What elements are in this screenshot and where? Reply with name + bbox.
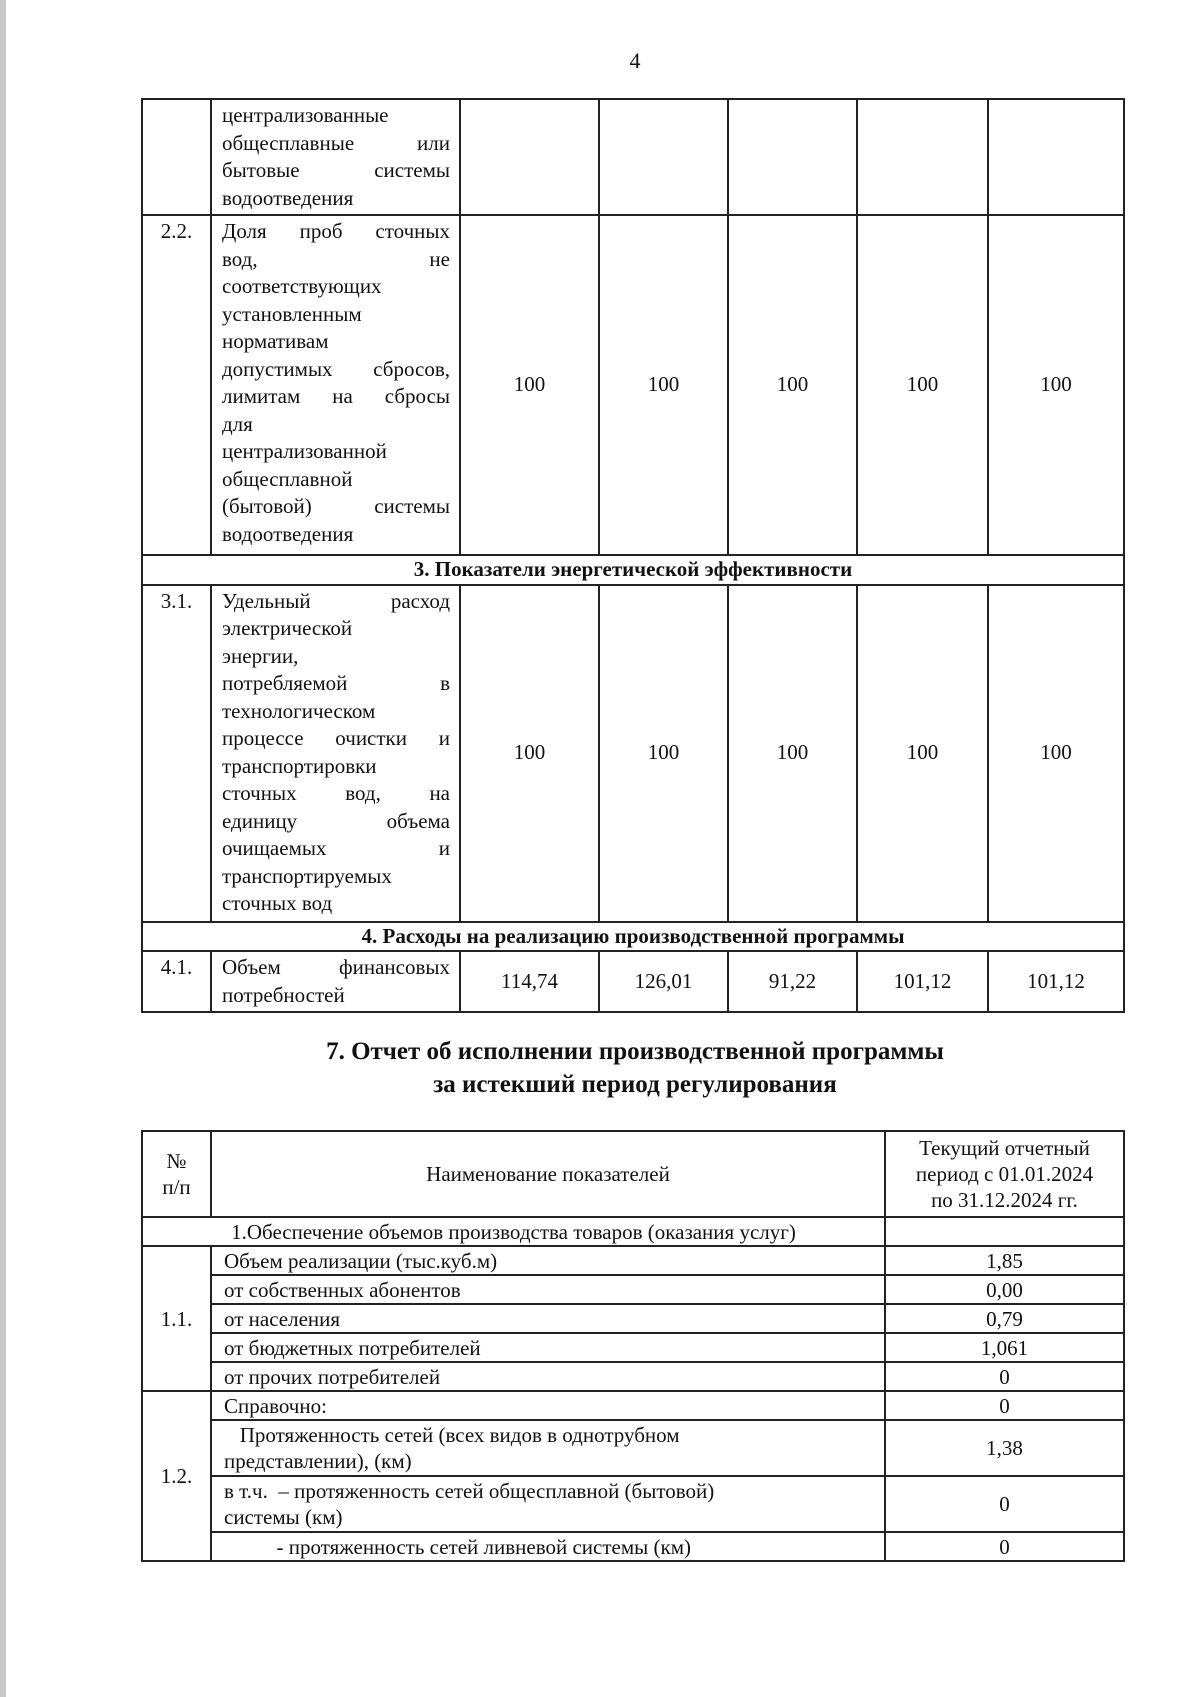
row-label: от собственных абонентов <box>211 1275 885 1304</box>
row-value: 0 <box>885 1476 1124 1532</box>
table-row <box>142 1532 1124 1561</box>
indicator-name <box>211 585 460 922</box>
indicator-name-line: бытовые системы <box>222 158 450 182</box>
row-value: 0 <box>885 1362 1124 1391</box>
value-cell: 101,12 <box>988 951 1124 1012</box>
row-number: 1.1. <box>142 1246 211 1391</box>
indicator-name-line: транспортировки <box>222 753 377 778</box>
indicator-name-line: централизованной <box>222 439 387 463</box>
value-cell: 126,01 <box>599 951 728 1012</box>
row-value: 0,00 <box>885 1275 1124 1304</box>
row-label: - протяженность сетей ливневой системы (км) <box>211 1532 885 1561</box>
section-title-line: за истекший период регулирования <box>433 1071 837 1098</box>
indicator-name <box>211 99 460 215</box>
row-number: 4.1. <box>142 951 211 1012</box>
value-cell: 101,12 <box>857 951 988 1012</box>
row-label: Протяженность сетей (всех видов в однотрубном представлении), (км) <box>211 1420 885 1476</box>
table-row <box>142 1275 1124 1304</box>
indicator-name-line: лимитам на сбросы <box>222 384 450 408</box>
table-row <box>142 1391 1124 1420</box>
table-row <box>142 1476 1124 1532</box>
indicator-name-line: электрической <box>222 616 353 640</box>
header-name: Наименование показателей <box>211 1131 885 1217</box>
indicator-name-line: общесплавные или <box>222 130 450 155</box>
header-period: Текущий отчетный период с 01.01.2024 по 31.12.2024 гг. <box>885 1131 1124 1217</box>
value-cell: 100 <box>460 585 599 922</box>
value-cell: 100 <box>728 585 857 922</box>
indicator-name-line: очищаемых и <box>222 836 450 860</box>
indicator-name-line: Удельный расход <box>222 588 450 613</box>
section-heading: 4. Расходы на реализацию производственной программы <box>142 922 1124 952</box>
indicator-name-line: сточных вод <box>222 891 333 915</box>
indicator-name-line: (бытовой) системы <box>222 494 450 518</box>
section-heading: 3. Показатели энергетической эффективности <box>142 555 1124 585</box>
indicator-name-line: соответствующих <box>222 274 382 298</box>
indicator-name-line: водоотведения <box>222 185 354 210</box>
row-number <box>142 99 211 215</box>
row-number: 3.1. <box>142 585 211 922</box>
indicators-table <box>141 98 1125 1013</box>
row-value: 0 <box>885 1532 1124 1561</box>
value-cell: 114,74 <box>460 951 599 1012</box>
row-label: Справочно: <box>211 1391 885 1420</box>
row-label: от бюджетных потребителей <box>211 1333 885 1362</box>
row-value: 1,061 <box>885 1333 1124 1362</box>
page-number: 4 <box>629 48 641 73</box>
value-cell: 100 <box>988 585 1124 922</box>
header-row <box>142 1131 1124 1217</box>
indicator-name-line: Доля проб сточных <box>222 219 450 243</box>
table-row <box>142 951 1124 1012</box>
indicator-name-line: единицу объема <box>222 808 450 833</box>
row-value: 0,79 <box>885 1304 1124 1333</box>
indicator-name-line: потребляемой в <box>222 671 450 695</box>
indicator-name-line: для <box>222 411 253 436</box>
section-heading: 1.Обеспечение объемов производства товаров (оказания услуг) <box>142 1217 885 1246</box>
table-row <box>142 215 1124 555</box>
value-cell: 100 <box>857 585 988 922</box>
indicator-name <box>211 215 460 555</box>
indicator-name-line: технологическом <box>222 698 376 723</box>
row-value: 1,38 <box>885 1420 1124 1476</box>
indicator-name-line: нормативам <box>222 329 329 353</box>
table-row <box>142 1333 1124 1362</box>
value-cell: 100 <box>599 215 728 555</box>
indicator-name-line: общесплавной <box>222 466 353 491</box>
value-cell: 100 <box>728 215 857 555</box>
row-label: от населения <box>211 1304 885 1333</box>
header-num: № п/п <box>142 1131 211 1217</box>
value-cell: 100 <box>460 215 599 555</box>
section-row <box>142 1217 1124 1246</box>
table-row <box>142 1362 1124 1391</box>
indicator-name-line: Объем финансовых <box>222 955 450 979</box>
row-label: в т.ч. – протяженность сетей общесплавной (бытовой) системы (км) <box>211 1476 885 1532</box>
indicator-name-line: вод, не <box>222 246 450 271</box>
row-label: Объем реализации (тыс.куб.м) <box>211 1246 885 1275</box>
table-row <box>142 1304 1124 1333</box>
value-cell: 100 <box>988 215 1124 555</box>
indicator-name-line: водоотведения <box>222 521 354 546</box>
indicator-name-line: потребностей <box>222 982 345 1007</box>
table-row <box>142 1420 1124 1476</box>
row-value: 1,85 <box>885 1246 1124 1275</box>
value-cell: 100 <box>599 585 728 922</box>
indicator-name-line: допустимых сбросов, <box>222 356 450 381</box>
indicator-name-line: установленным <box>222 301 362 326</box>
row-value: 0 <box>885 1391 1124 1420</box>
indicator-name-line: энергии, <box>222 643 299 668</box>
section-title <box>0 1035 1200 1101</box>
section-row <box>142 555 1124 585</box>
section-row <box>142 922 1124 952</box>
scan-edge <box>0 0 6 1697</box>
value-cell: 100 <box>857 215 988 555</box>
table-row <box>142 585 1124 922</box>
table-row <box>142 1246 1124 1275</box>
indicator-name <box>211 951 460 1012</box>
row-label: от прочих потребителей <box>211 1362 885 1391</box>
table-row <box>142 99 1124 215</box>
indicator-name-line: транспортируемых <box>222 863 392 888</box>
report-table <box>141 1130 1125 1562</box>
row-number: 2.2. <box>142 215 211 555</box>
section-title-line: 7. Отчет об исполнении производственной программы <box>326 1038 944 1065</box>
row-number: 1.2. <box>142 1391 211 1561</box>
indicator-name-line: процессе очистки и <box>222 726 450 750</box>
value-cell: 91,22 <box>728 951 857 1012</box>
indicator-name-line: сточных вод, на <box>222 781 450 805</box>
indicator-name-line: централизованные <box>222 103 389 127</box>
